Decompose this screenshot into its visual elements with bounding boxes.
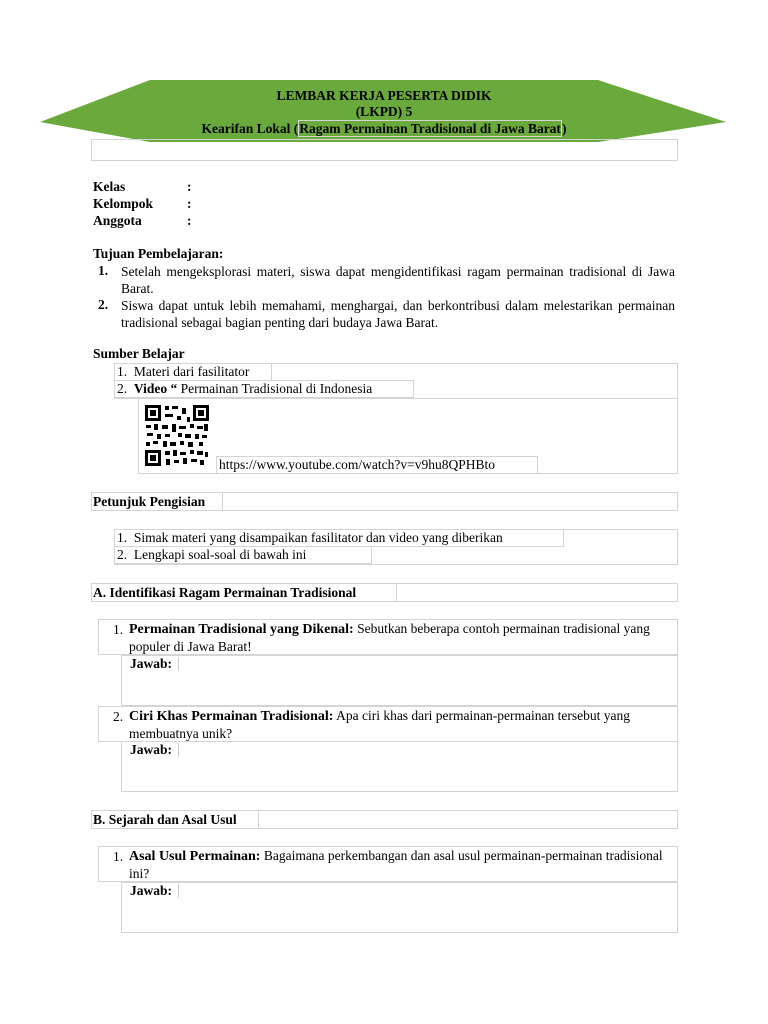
topic-highlight: Ragam Permainan Tradisional di Jawa Barat — [299, 121, 561, 136]
answer-divider — [178, 743, 179, 757]
title-underbox — [91, 139, 678, 161]
document-topic: Kearifan Lokal (Ragam Permainan Tradisional di Jawa Barat) — [201, 121, 567, 136]
answer-divider — [178, 657, 179, 671]
answer-label: Jawab: — [130, 656, 173, 671]
document-subtitle: (LKPD) 5 — [355, 104, 413, 119]
answer-b1-field[interactable] — [121, 882, 678, 933]
answer-label: Jawab: — [130, 742, 173, 757]
tujuan-item: Siswa dapat untuk lebih memahami, menghargai, dan berkontribusi dalam melestarikan permainan tradisional sebagai bagian penting dari budaya Jawa Barat. — [121, 298, 675, 330]
answer-a2-field[interactable] — [121, 741, 678, 792]
sumber-item-2: 2. Video “ Permainan Tradisional di Indonesia — [117, 381, 373, 396]
tujuan-heading: Tujuan Pembelajaran: — [93, 246, 224, 261]
section-b-heading: B. Sejarah dan Asal Usul — [93, 812, 237, 827]
answer-label: Jawab: — [130, 883, 173, 898]
petunjuk-item-1: 1. Simak materi yang disampaikan fasilitator dan video yang diberikan — [117, 530, 503, 545]
meta-kelas: Kelas : — [93, 179, 192, 194]
meta-kelompok: Kelompok : — [93, 196, 192, 211]
document-title: LEMBAR KERJA PESERTA DIDIK — [276, 88, 492, 103]
tujuan-number: 2. — [98, 297, 109, 312]
qr-code-icon — [144, 404, 210, 467]
question-number: 2. — [113, 709, 124, 724]
petunjuk-item-2: 2. Lengkapi soal-soal di bawah ini — [117, 547, 307, 562]
question-a1: Permainan Tradisional yang Dikenal: Sebutkan beberapa contoh permainan tradisional yang populer di Jawa Barat! — [129, 621, 650, 654]
video-url-link[interactable]: https://www.youtube.com/watch?v=v9hu8QPHBto — [219, 457, 495, 472]
tujuan-item: Setelah mengeksplorasi materi, siswa dapat mengidentifikasi ragam permainan tradisional di Jawa Barat. — [121, 264, 675, 296]
sumber-item-1: 1. Materi dari fasilitator — [117, 364, 250, 379]
question-a2: Ciri Khas Permainan Tradisional: Apa ciri khas dari permainan-permainan tersebut yang membuatnya unik? — [129, 708, 630, 741]
answer-a1-field[interactable] — [121, 655, 678, 706]
question-b1: Asal Usul Permainan: Bagaimana perkembangan dan asal usul permainan-permainan tradisional ini? — [129, 848, 663, 881]
sumber-heading: Sumber Belajar — [93, 346, 185, 361]
answer-divider — [178, 884, 179, 898]
question-number: 1. — [113, 622, 124, 637]
petunjuk-heading: Petunjuk Pengisian — [93, 494, 206, 509]
tujuan-number: 1. — [98, 263, 109, 278]
meta-anggota: Anggota : — [93, 213, 192, 228]
question-number: 1. — [113, 849, 124, 864]
section-a-heading: A. Identifikasi Ragam Permainan Tradisional — [93, 585, 357, 600]
